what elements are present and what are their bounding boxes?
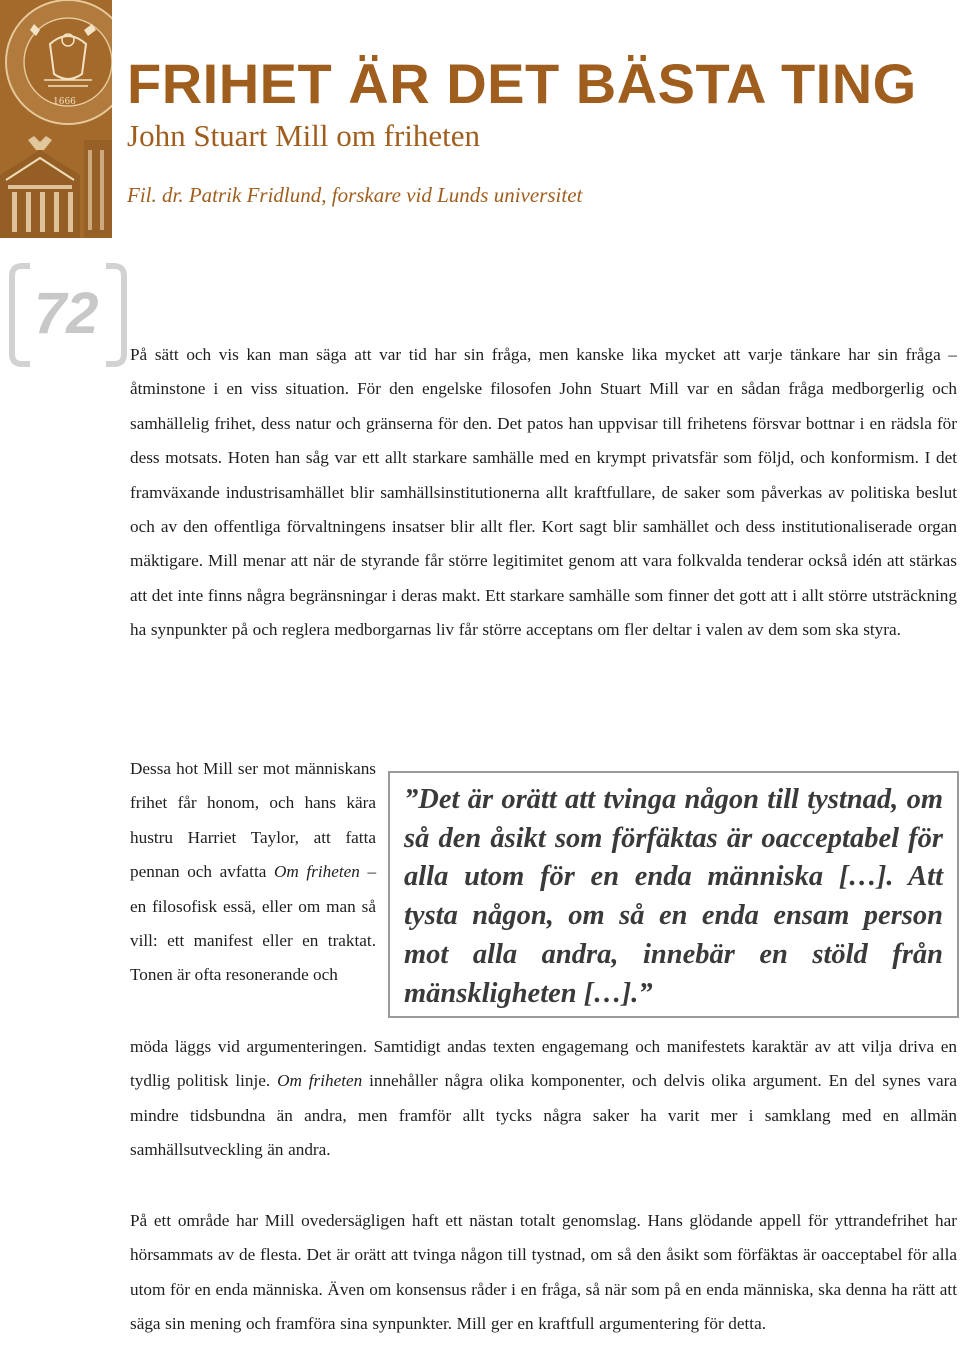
paragraph-text: Dessa hot Mill ser mot människans frihet får honom, och hans kära hustru Harriet Taylor, att fatta pennan och avfatta — [130, 759, 376, 882]
svg-text:1666: 1666 — [53, 97, 76, 107]
book-title: Om friheten — [273, 862, 360, 882]
article-author: Fil. dr. Patrik Fridlund, forskare vid Lunds universitet — [127, 183, 583, 207]
seal-and-building-icon — [0, 0, 112, 238]
book-title: Om friheten — [277, 1071, 363, 1091]
pull-quote-box — [388, 771, 959, 1018]
paragraph-text: – en filosofisk essä, eller om man så vill: ett manifest eller en traktat. Tonen är ofta resonerande och — [130, 862, 377, 985]
paragraph-text: innehåller några olika komponenter, och delvis olika argument. En del synes vara mindre tidsbundna än andra, men framför allt tycks några saker ha varit mer i samklang med en allmän samhällsutveckling än andra. — [130, 1071, 957, 1160]
page-number-text: 72 — [34, 281, 99, 346]
page-number — [8, 262, 128, 368]
article-subtitle: John Stuart Mill om friheten — [127, 118, 481, 153]
paragraph-wrapped-start — [130, 752, 376, 993]
paragraph-free-speech: På ett område har Mill ovedersägligen haft ett nästan totalt genomslag. Hans glödande appell för yttrandefrihet har hörsammats av de flesta. Det är orätt att tvinga någon till tystnad, om så den åsikt som förfäktas är oacceptabel för alla utom för en enda människa. Även om konsensus råder i en fråga, så när som på en enda människa, ska denna ha rätt att säga sin mening och framföra sina synpunkter. Mill ger en kraftfull argumentering för detta. — [130, 1211, 957, 1334]
pull-quote: ”Det är orätt att tvinga någon till tystnad, om så den åsikt som förfäktas är oacceptabel för alla utom för en enda människa […]. Att tysta någon, om så en enda ensam person mot alla andra, innebär en stöld från mänskligheten […].” — [404, 784, 943, 1009]
paragraph-text: möda läggs vid argumenteringen. Samtidigt andas texten engagemang och manifestets karaktär av att vilja driva en tydlig politisk linje. — [130, 1037, 957, 1091]
article-title: FRIHET ÄR DET BÄSTA TING — [127, 52, 917, 115]
paragraph-continued — [130, 1030, 957, 1168]
paragraph-intro: På sätt och vis kan man säga att var tid har sin fråga, men kanske lika mycket att varje tänkare har sin fråga – åtminstone i en viss situation. För den engelske filosofen John Stuart Mill var en sådan fråga medborgerlig och samhällelig frihet, dess natur och gränserna för den. Det patos han uppvisar till frihetens försvar bottnar i en rädsla för dess motsats. Hoten han såg var ett allt starkare samhälle med en krympt privatsfär som följd, och konformism. I det framväxande industrisamhället blir samhällsinstitutionerna allt kraftfullare, de saker som påverkas av politiska beslut och av den offentliga förvaltningens insatser blir allt fler. Kort sagt blir samhället och dess institutionaliserade organ mäktigare. Mill menar att när de styrande får större legitimitet genom att vara folkvalda tenderar också idén att stärkas att det inte finns några begränsningar i deras makt. Ett starkare samhälle som finner det gott att i allt större utsträckning ha synpunkter på och reglera medborgarnas liv får större acceptans om fler deltar i valen av dem som ska styra. — [130, 345, 957, 640]
university-logo — [0, 0, 112, 238]
